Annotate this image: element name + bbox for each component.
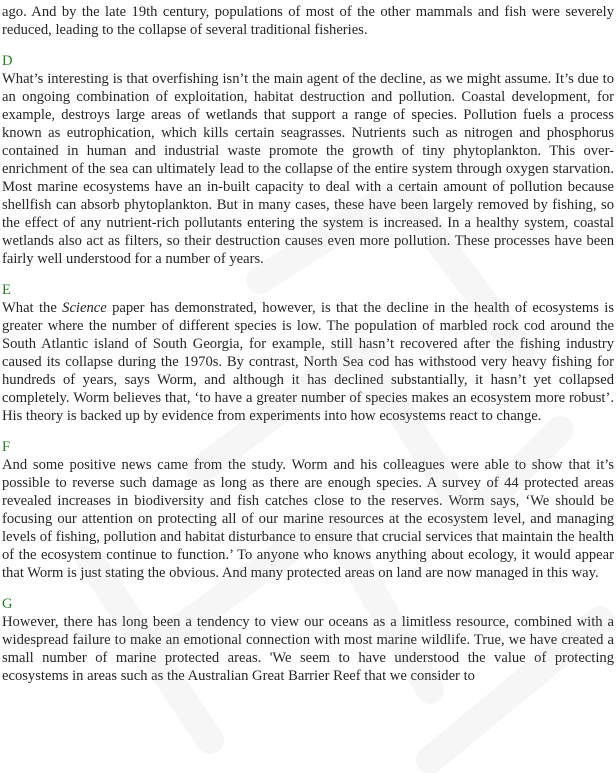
section-e-text — [2, 299, 614, 425]
section-letter-g: G — [2, 596, 13, 612]
science-italic: Science — [62, 300, 107, 316]
section-e-text-start: What the — [2, 300, 63, 316]
section-g — [2, 595, 614, 685]
section-letter-f: F — [2, 439, 11, 455]
intro-text: ago. And by the late 19th century, populations of most of the other mammals and fish were severely reduced, leading to the collapse of several traditional fisheries. — [2, 4, 614, 38]
section-f-text: And some positive news came from the study. Worm and his colleagues were able to show that it’s possible to reverse such damage as long as there are enough species. A survey of 44 protected areas revealed increases in biodiversity and fish catches close to the reserves. Worm says, ‘We should be focusing our attention on protecting all of our marine resources at the ecosystem level, and managing levels of fishing, pollution and habitat disturbance to ensure that crucial services that maintain the health of the ecosystem continue to function.’ To anyone who knows anything about ecology, it would appear that Worm is just stating the obvious. And many protected areas on land are now managed in this way. — [2, 457, 614, 581]
section-e-text-rest: paper has demonstrated, however, is that the decline in the health of ecosystems is greater where the number of different species is low. The population of marbled rock cod around the South Atlantic island of South Georgia, for example, still hasn’t recovered after the fishing industry caused its collapse during the 1970s. By contrast, North Sea cod has withstood very heavy fishing for hundreds of years, says Worm, and although it has declined substantially, it hasn’t yet collapsed completely. Worm believes that, ‘to have a greater number of species makes an ecosystem more robust’. His theory is backed up by evidence from experiments into how ecosystems react to change. — [2, 300, 614, 424]
section-letter-d: D — [2, 53, 13, 69]
section-f — [2, 438, 614, 582]
section-d-text: What’s interesting is that overfishing isn’t the main agent of the decline, as we might assume. It’s due to an ongoing combination of exploitation, habitat destruction and pollution. Coastal development, for example, destroys large areas of wetlands that support a range of species. Pollution fuels a process known as eutrophication, which kills certain seagrasses. Nutrients such as nitrogen and phosphorus contained in human and industrial waste promote the growth of tiny phytoplankton. This over-enrichment of the sea can ultimately lead to the collapse of the entire system through oxygen starvation. Most marine ecosystems have an in-built capacity to deal with a certain amount of pollution because shellfish can absorb phytoplankton. But in many cases, these have been largely removed by fishing, so the effect of any nutrient-rich pollutants entering the system is increased. In a healthy system, coastal wetlands also act as filters, so their destruction causes even more pollution. These processes have been fairly well understood for a number of years. — [2, 71, 614, 267]
section-d — [2, 52, 614, 268]
intro-paragraph — [2, 3, 614, 39]
section-g-text: However, there has long been a tendency to view our oceans as a limitless resource, combined with a widespread failure to make an emotional connection with most marine wildlife. True, we have created a small number of marine protected areas. 'We seem to have understood the value of protecting ecosystems in areas such as the Australian Great Barrier Reef that we consider to — [2, 614, 614, 684]
section-letter-e: E — [2, 282, 11, 298]
section-e — [2, 281, 614, 425]
